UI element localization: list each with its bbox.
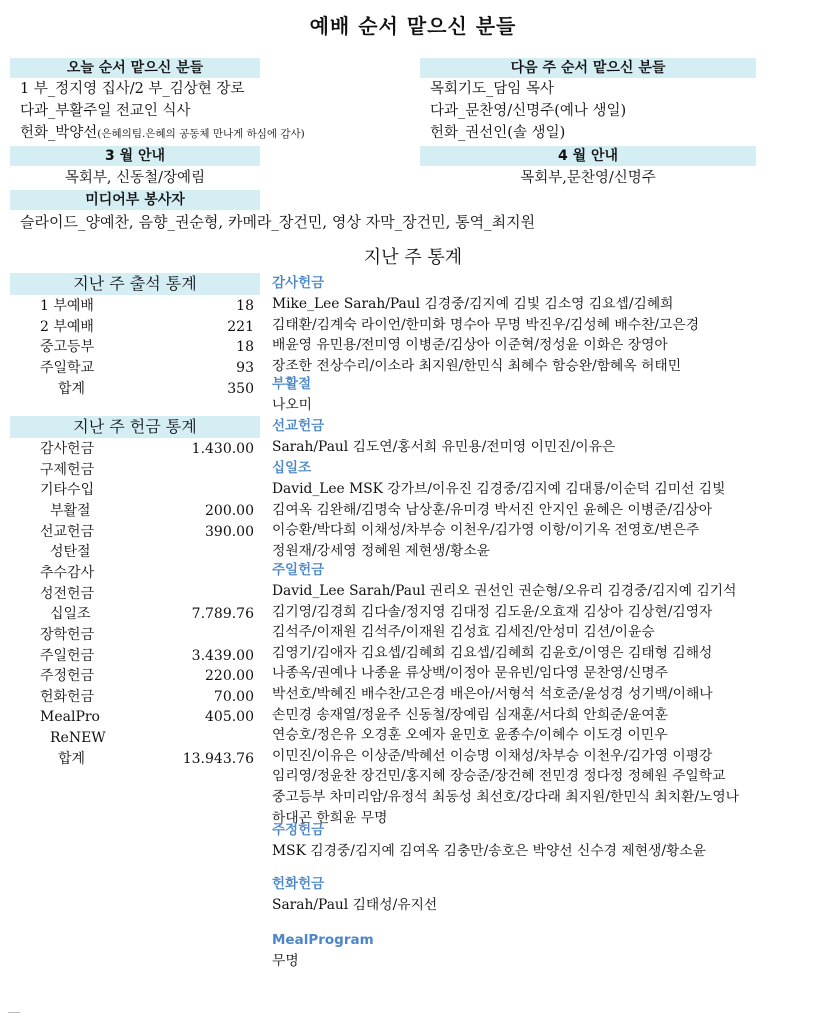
donor-line: MSK 김경중/김지예 김여옥 김충만/송호은 박양선 신수경 제현생/황소윤 xyxy=(272,843,706,859)
donor-line: David_Lee Sarah/Paul 권리오 권선인 권순형/오유리 김경중/김지예 김기석 xyxy=(272,583,737,599)
april-header: 4 월 안내 xyxy=(420,146,756,166)
attendance-row xyxy=(10,379,260,399)
offering-label: 합계 xyxy=(58,750,86,767)
donor-line: 김태환/김계숙 라이언/한미화 명수아 무명 박진우/김성혜 배수찬/고은경 xyxy=(272,316,700,333)
offering-row xyxy=(10,480,260,500)
offering-value: 70.00 xyxy=(213,688,254,705)
attendance-value: 221 xyxy=(227,318,254,335)
today-line-1: 1 부_정지영 집사/2 부_김상현 장로 xyxy=(20,81,245,97)
today-line-2: 다과_부활주일 전교인 식사 xyxy=(20,103,191,119)
donor-section-title: 주정헌금 xyxy=(272,822,325,838)
next-week-line-2: 다과_문찬영/신명주(예나 생일) xyxy=(430,103,627,119)
offering-label: 주일헌금 xyxy=(40,647,95,664)
offering-label: 부활절 xyxy=(50,502,91,519)
donor-line: 나종옥/권예나 나종윤 류상백/이정아 문유빈/임다영 문찬영/신명주 xyxy=(272,665,668,682)
march-text: 목회부, 신동철/장예림 xyxy=(64,170,206,186)
donor-line: 김기영/김경희 김다솔/정지영 김대정 김도윤/오효재 김상아 김상현/김영자 xyxy=(272,603,713,620)
donor-line: David_Lee MSK 강가브/이유진 김경중/김지예 김대룡/이순덕 김미선 김빛 xyxy=(272,481,726,497)
attendance-label: 2 부예배 xyxy=(40,318,94,335)
offering-label: 십일조 xyxy=(50,606,91,623)
donor-line: 김석주/이재원 김석주/이재원 김성효 김세진/안성미 김션/이윤승 xyxy=(272,624,655,641)
attendance-label: 주일학교 xyxy=(40,360,95,377)
offering-label: 성전헌금 xyxy=(40,585,95,602)
offering-value: 13.943.76 xyxy=(182,750,254,767)
donor-line: 장조한 전상수리/이소라 최지원/한민식 최혜수 함승완/함혜옥 허태민 xyxy=(272,357,682,374)
offering-row xyxy=(10,439,260,459)
offering-value: 1.430.00 xyxy=(191,441,254,457)
donor-line: 임리영/정윤찬 장건민/홍지혜 장승준/장건혜 전민경 정다정 정혜원 주일학교 xyxy=(272,768,726,785)
offering-label: 기타수입 xyxy=(40,482,95,499)
next-week-line-1: 목회기도_담임 목사 xyxy=(430,81,554,97)
page-title: 예배 순서 맡으신 분들 xyxy=(309,14,517,38)
attendance-value: 350 xyxy=(227,380,254,397)
donor-line: 중고등부 차미리암/유정석 최동성 최선호/강다래 최지원/한민식 최치환/노영나 xyxy=(272,789,740,805)
donor-line: 손민경 송재열/정윤주 신동철/장예림 심재훈/서다희 안희준/윤여훈 xyxy=(272,706,668,723)
offering-label: ReNEW xyxy=(50,730,106,747)
offering-label: 성탄절 xyxy=(50,544,91,561)
offering-row xyxy=(10,625,260,645)
today-flower-main: 헌화_박양선 xyxy=(20,125,98,141)
donor-line: 박선호/박혜진 배수찬/고은경 배은아/서형석 석호준/윤성경 성기백/이해나 xyxy=(272,686,713,702)
offering-label: 주정헌금 xyxy=(40,668,95,685)
donor-line: 연승호/정은유 오경훈 오예자 윤민호 윤종수/이혜수 이도경 이민우 xyxy=(272,727,668,744)
offering-value: 7.789.76 xyxy=(191,606,254,623)
offering-row xyxy=(10,707,260,727)
donor-line: 김영기/김애자 김요셉/김혜희 김요셉/김혜희 김윤호/이영은 김태형 김해성 xyxy=(272,644,713,661)
today-flower-note: (은혜의팀.은혜의 공동체 만나게 하심에 감사) xyxy=(97,128,305,140)
donor-section-title: 십일조 xyxy=(272,460,312,476)
footer-divider xyxy=(8,1012,20,1013)
media-header: 미디어부 봉사자 xyxy=(10,190,260,210)
attendance-row xyxy=(10,296,260,316)
donor-line: 하대곤 한희윤 무명 xyxy=(272,809,388,826)
attendance-header: 지난 주 출석 통계 xyxy=(10,273,260,295)
today-header: 오늘 순서 맡으신 분들 xyxy=(10,58,260,78)
offering-row xyxy=(10,687,260,707)
offering-value: 220.00 xyxy=(205,668,254,685)
offering-label: 구제헌금 xyxy=(40,461,95,478)
donor-line: 이민진/이유은 이상준/박혜선 이승명 이채성/차부승 이천우/김가영 이평강 xyxy=(272,747,713,764)
april-text: 목회부,문찬영/신명주 xyxy=(520,170,656,186)
offering-row xyxy=(10,584,260,604)
donor-section-title: 선교헌금 xyxy=(272,418,325,434)
donor-line: Mike_Lee Sarah/Paul 김경중/김지예 김빛 김소영 김요셉/김혜희 xyxy=(272,296,674,312)
offering-row xyxy=(10,522,260,542)
donor-line: 김여옥 김완해/김명숙 남상훈/유미경 박서진 안지인 윤혜은 이병준/김상아 xyxy=(272,501,713,518)
offering-value: 405.00 xyxy=(205,709,254,726)
donor-line: 이승환/박다희 이채성/차부승 이천우/김가영 이항/이기옥 전영호/변은주 xyxy=(272,522,700,539)
attendance-row xyxy=(10,337,260,357)
media-text: 슬라이드_양예찬, 음향_권순형, 카메라_장건민, 영상 자막_장건민, 통역_최지원 xyxy=(20,213,536,231)
attendance-label: 1 부예배 xyxy=(40,298,94,314)
march-header: 3 월 안내 xyxy=(10,146,260,166)
donor-section-title: 헌화헌금 xyxy=(272,876,325,892)
offering-row xyxy=(10,728,260,748)
offering-row xyxy=(10,646,260,666)
offering-row xyxy=(10,501,260,521)
attendance-value: 93 xyxy=(236,360,254,377)
offering-value: 3.439.00 xyxy=(191,647,254,664)
offering-row xyxy=(10,460,260,480)
donor-section-title: 부활절 xyxy=(272,376,312,392)
offering-label: 추수감사 xyxy=(40,564,95,581)
offering-label: 헌화헌금 xyxy=(40,688,95,705)
donor-section-title: MealProgram xyxy=(272,932,374,948)
last-week-title: 지난 주 통계 xyxy=(363,247,463,268)
next-week-line-3: 헌화_권선인(솔 생일) xyxy=(430,125,566,141)
next-week-header: 다음 주 순서 맡으신 분들 xyxy=(420,58,756,78)
attendance-value: 18 xyxy=(236,339,254,356)
donor-line: 정원재/강세영 정혜원 제현생/황소윤 xyxy=(272,542,490,559)
attendance-value: 18 xyxy=(236,298,254,314)
offering-label: MealPro xyxy=(40,709,100,726)
offering-label: 장학헌금 xyxy=(40,626,95,643)
donor-section-title: 감사헌금 xyxy=(272,275,325,291)
offering-row xyxy=(10,666,260,686)
donor-line: 무명 xyxy=(272,953,299,969)
attendance-label: 합계 xyxy=(58,380,86,397)
offering-row xyxy=(10,604,260,624)
offering-label: 선교헌금 xyxy=(40,523,95,540)
donor-section-title: 주일헌금 xyxy=(272,562,325,578)
offering-value: 200.00 xyxy=(205,502,254,519)
offering-row xyxy=(10,542,260,562)
offering-label: 감사헌금 xyxy=(40,441,95,457)
donor-line: 배윤영 유민용/전미영 이병준/김상아 이준혁/정성윤 이화은 장영아 xyxy=(272,337,668,354)
attendance-row xyxy=(10,317,260,337)
offering-row xyxy=(10,749,260,769)
attendance-label: 중고등부 xyxy=(40,339,95,356)
offering-value: 390.00 xyxy=(205,523,254,540)
donor-line: Sarah/Paul 김태성/유지선 xyxy=(272,897,438,913)
offering-header: 지난 주 헌금 통계 xyxy=(10,416,260,438)
today-flower-line xyxy=(20,123,305,144)
offering-row xyxy=(10,563,260,583)
donor-line: 나오미 xyxy=(272,397,312,413)
donor-line: Sarah/Paul 김도연/홍서희 유민용/전미영 이민진/이유은 xyxy=(272,439,616,455)
attendance-row xyxy=(10,358,260,378)
